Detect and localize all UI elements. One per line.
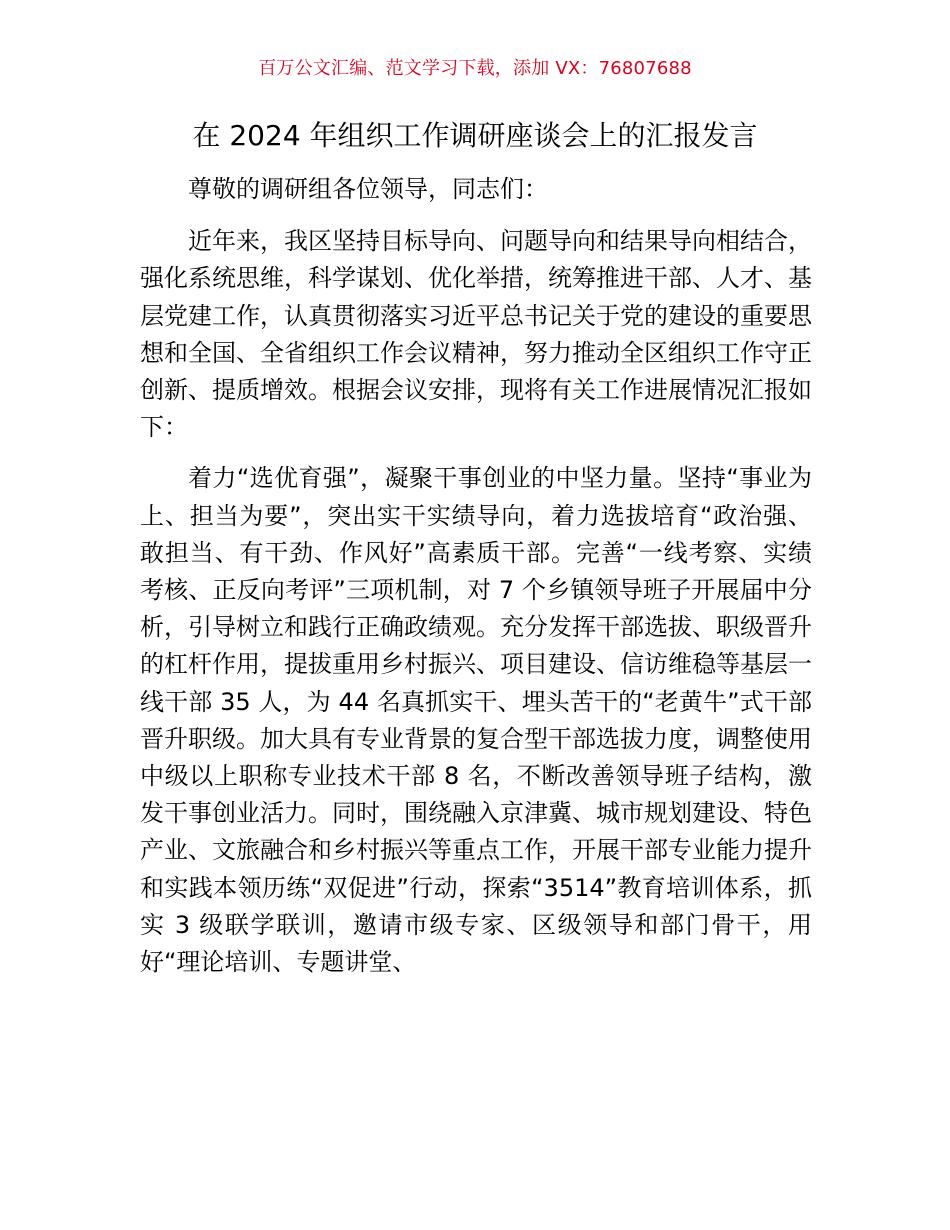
greeting-paragraph: 尊敬的调研组各位领导，同志们： — [188, 175, 548, 203]
body-paragraph: 着力“选优育强”，凝聚干事创业的中坚力量。坚持“事业为上、担当为要”，突出实干实绩导向，着力选拔培育“政治强、敢担当、有干劲、作风好”高素质干部。完善“一线考察、实绩考核、正反向考评”三项机制，对 7 个乡镇领导班子开展届中分析，引导树立和践行正确政绩观。充分发挥干部选拔、职级晋升的杠杆作用，提拔重用乡村振兴、项目建设、信访维稳等基层一线干部 35 人，为 44 名真抓实干、埋头苦干的“老黄牛”式干部晋升职级。加大具有专业背景的复合型干部选拔力度，调整使用中级以上职称专业技术干部 8 名，不断改善领导班子结构，激发干事创业活力。同时，围绕融入京津冀、城市规划建设、特色产业、文旅融合和乡村振兴等重点工作，开展干部专业能力提升和实践本领历练“双促进”行动，探索“3514”教育培训体系，抓实 3 级联学联训，邀请市级专家、区级领导和部门骨干，用好“理论培训、专题讲堂、 — [140, 464, 812, 977]
document-body — [140, 171, 812, 981]
body-paragraph: 近年来，我区坚持目标导向、问题导向和结果导向相结合，强化系统思维，科学谋划、优化举措，统筹推进干部、人才、基层党建工作，认真贯彻落实习近平总书记关于党的建设的重要思想和全国、全省组织工作会议精神，努力推动全区组织工作守正创新、提质增效。根据会议安排，现将有关工作进展情况汇报如下： — [140, 227, 812, 442]
header-watermark-text: 百万公文汇编、范文学习下载，添加 VX：76807688 — [258, 58, 692, 79]
document-title: 在 2024 年组织工作调研座谈会上的汇报发言 — [192, 119, 758, 152]
